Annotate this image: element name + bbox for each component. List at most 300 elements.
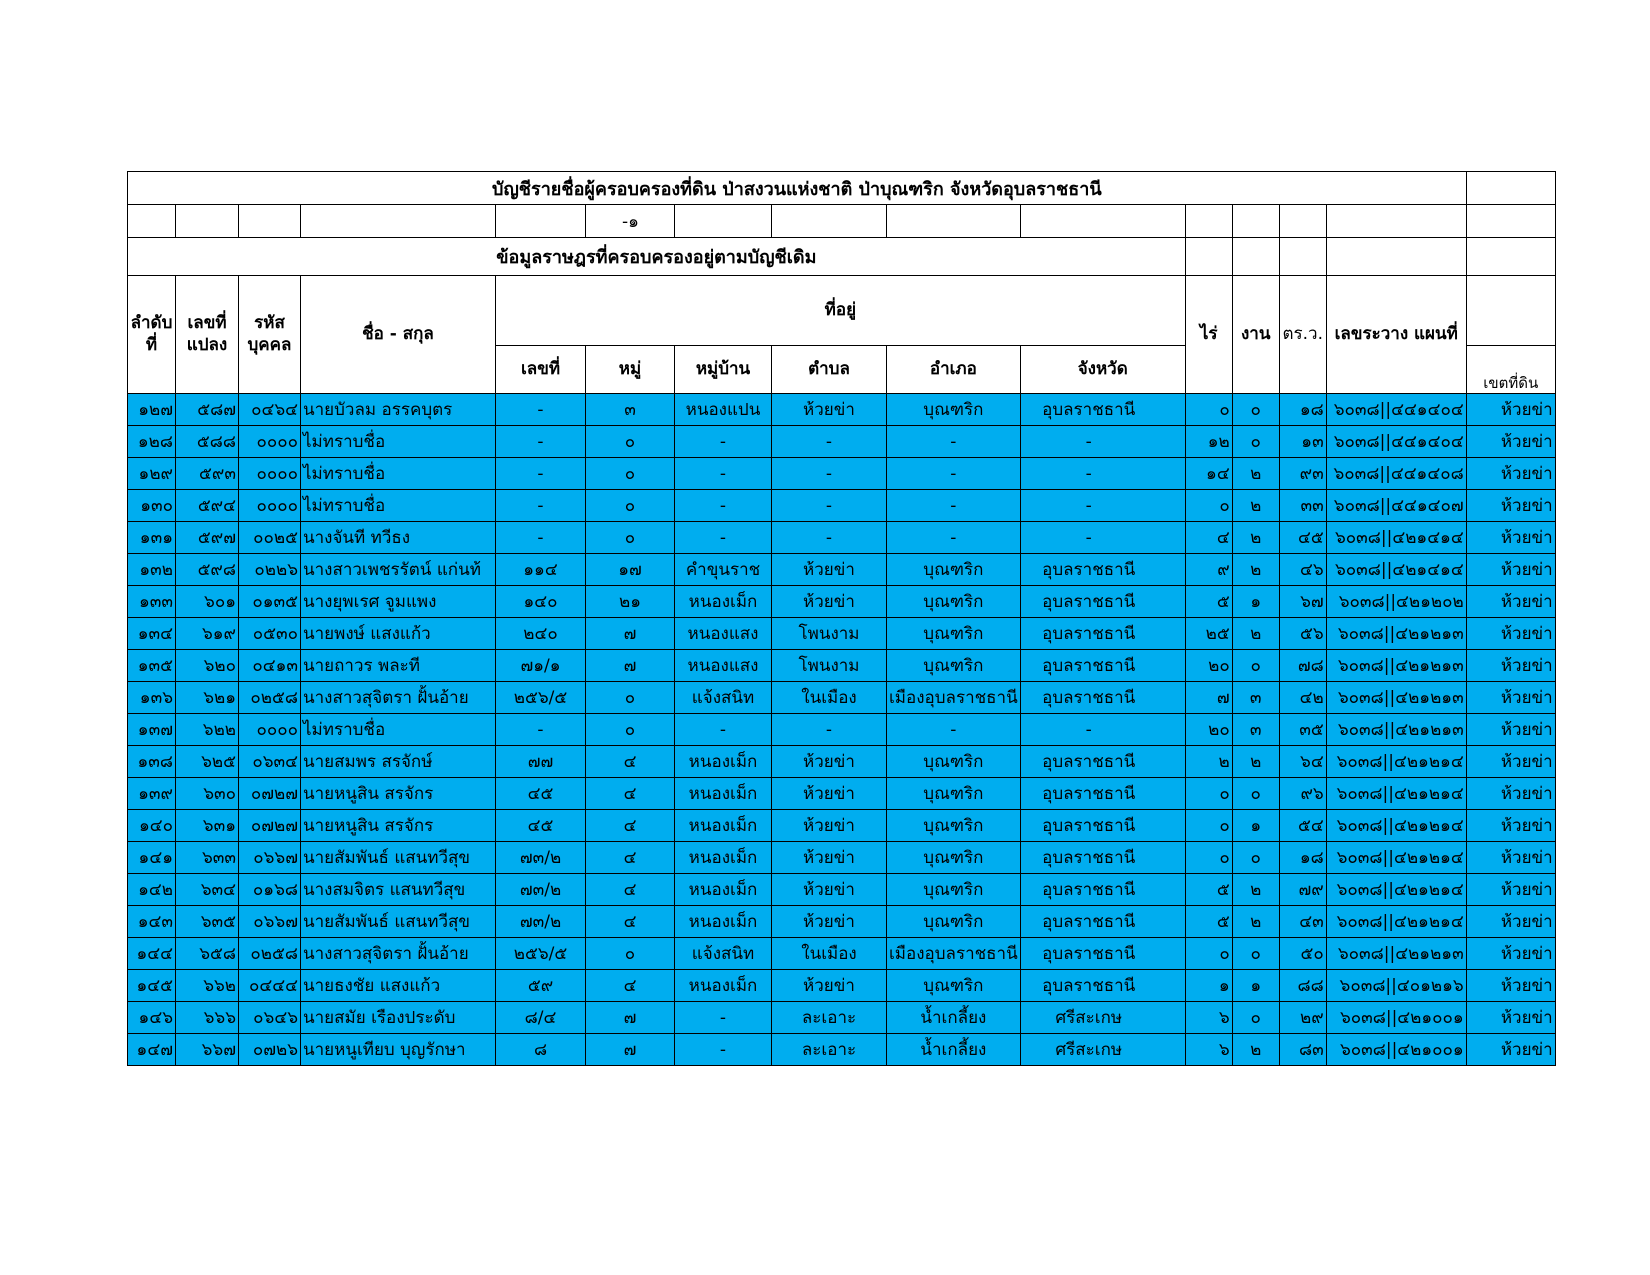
cell-map-sheet: ๖๐๓๘||๔๔๑๔๐๗ — [1326, 490, 1466, 522]
cell-subdistrict: ห้วยข่า — [772, 970, 887, 1002]
cell-house-no: ๗๑/๑ — [496, 650, 586, 682]
page-number: -๑ — [586, 205, 675, 238]
cell-rai: ๐ — [1185, 938, 1232, 970]
cell-plot-no: ๖๓๐ — [176, 778, 239, 810]
cell-rai: ๕ — [1185, 874, 1232, 906]
cell-province: อุบลราชธานี — [1020, 586, 1185, 618]
cell-ngan: ๒ — [1232, 746, 1279, 778]
cell-district: บุณฑริก — [887, 874, 1021, 906]
cell-land-zone: ห้วยข่า — [1466, 778, 1555, 810]
cell-district: บุณฑริก — [887, 746, 1021, 778]
cell-plot-no: ๖๒๒ — [176, 714, 239, 746]
cell-person-code: ๐๔๖๔ — [239, 394, 301, 426]
cell-district: - — [887, 490, 1021, 522]
cell-ngan: ๑ — [1232, 810, 1279, 842]
cell-province: - — [1020, 458, 1185, 490]
cell-village: - — [675, 458, 772, 490]
cell-subdistrict: ในเมือง — [772, 938, 887, 970]
cell-full-name: นางสมจิตร แสนทวีสุข — [301, 874, 496, 906]
cell-land-zone: ห้วยข่า — [1466, 842, 1555, 874]
cell-sq-wa: ๗๙ — [1279, 874, 1326, 906]
cell-map-sheet: ๖๐๓๘||๔๒๑๒๑๔ — [1326, 746, 1466, 778]
cell-plot-no: ๖๓๑ — [176, 810, 239, 842]
cell-person-code: ๐๑๖๘ — [239, 874, 301, 906]
cell-map-sheet: ๖๐๓๘||๔๒๑๒๑๓ — [1326, 938, 1466, 970]
cell-full-name: นางยุพเรศ จูมแพง — [301, 586, 496, 618]
cell-map-sheet: ๖๐๓๘||๔๒๑๒๑๓ — [1326, 714, 1466, 746]
cell-land-zone: ห้วยข่า — [1466, 874, 1555, 906]
cell-house-no: - — [496, 714, 586, 746]
cell-moo: ๐ — [586, 522, 675, 554]
header-subdistrict: ตำบล — [772, 346, 887, 394]
cell-subdistrict: ละเอาะ — [772, 1034, 887, 1066]
cell-sq-wa: ๘๓ — [1279, 1034, 1326, 1066]
cell-district: เมืองอุบลราชธานี — [887, 682, 1021, 714]
cell-ngan: ๒ — [1232, 554, 1279, 586]
cell-map-sheet: ๖๐๓๘||๔๒๑๔๑๔ — [1326, 554, 1466, 586]
cell-rai: ๗ — [1185, 682, 1232, 714]
cell-subdistrict: ละเอาะ — [772, 1002, 887, 1034]
table-row — [128, 778, 1556, 810]
cell-moo: ๓ — [586, 394, 675, 426]
cell-district: บุณฑริก — [887, 810, 1021, 842]
cell-moo: ๔ — [586, 874, 675, 906]
cell-moo: ๐ — [586, 682, 675, 714]
cell-district: - — [887, 522, 1021, 554]
cell-village: หนองเม็ก — [675, 874, 772, 906]
cell-full-name: นางจันที ทวีธง — [301, 522, 496, 554]
cell-seq: ๑๔๕ — [128, 970, 176, 1002]
cell-plot-no: ๖๒๕ — [176, 746, 239, 778]
cell-village: หนองเม็ก — [675, 778, 772, 810]
cell-rai: ๐ — [1185, 842, 1232, 874]
cell-land-zone: ห้วยข่า — [1466, 682, 1555, 714]
cell-village: - — [675, 522, 772, 554]
cell-province: อุบลราชธานี — [1020, 810, 1185, 842]
cell-land-zone: ห้วยข่า — [1466, 938, 1555, 970]
cell-subdistrict: - — [772, 426, 887, 458]
table-row — [128, 618, 1556, 650]
cell-map-sheet: ๖๐๓๘||๔๒๑๒๑๔ — [1326, 906, 1466, 938]
cell-subdistrict: - — [772, 458, 887, 490]
table-row — [128, 1034, 1556, 1066]
cell-province: อุบลราชธานี — [1020, 874, 1185, 906]
cell-rai: ๒๐ — [1185, 714, 1232, 746]
cell-plot-no: ๖๑๙ — [176, 618, 239, 650]
cell-plot-no: ๖๖๖ — [176, 1002, 239, 1034]
cell-district: บุณฑริก — [887, 842, 1021, 874]
cell-sq-wa: ๔๒ — [1279, 682, 1326, 714]
cell-full-name: นายถาวร พละที — [301, 650, 496, 682]
cell-province: อุบลราชธานี — [1020, 906, 1185, 938]
cell-ngan: ๐ — [1232, 778, 1279, 810]
cell-full-name: นายสัมพันธ์ แสนทวีสุข — [301, 906, 496, 938]
cell-full-name: นายสัมพันธ์ แสนทวีสุข — [301, 842, 496, 874]
table-row — [128, 810, 1556, 842]
cell-subdistrict: ห้วยข่า — [772, 746, 887, 778]
table-row — [128, 970, 1556, 1002]
cell-rai: ๑๒ — [1185, 426, 1232, 458]
cell-district: บุณฑริก — [887, 394, 1021, 426]
cell-map-sheet: ๖๐๓๘||๔๒๑๐๐๑ — [1326, 1034, 1466, 1066]
cell-village: หนองแสง — [675, 618, 772, 650]
cell-seq: ๑๔๗ — [128, 1034, 176, 1066]
cell-seq: ๑๔๖ — [128, 1002, 176, 1034]
cell-full-name: นางสาวสุจิตรา ฝั้นอ้าย — [301, 938, 496, 970]
table-row — [128, 522, 1556, 554]
cell-seq: ๑๒๘ — [128, 426, 176, 458]
cell-person-code: ๐๐๐๐ — [239, 490, 301, 522]
cell-province: อุบลราชธานี — [1020, 842, 1185, 874]
cell-land-zone: ห้วยข่า — [1466, 810, 1555, 842]
cell-land-zone: ห้วยข่า — [1466, 650, 1555, 682]
cell-subdistrict: โพนงาม — [772, 618, 887, 650]
cell-person-code: ๐๖๓๔ — [239, 746, 301, 778]
cell-house-no: - — [496, 426, 586, 458]
cell-plot-no: ๖๓๕ — [176, 906, 239, 938]
cell-person-code: ๐๖๖๗ — [239, 906, 301, 938]
cell-province: - — [1020, 426, 1185, 458]
cell-plot-no: ๕๙๘ — [176, 554, 239, 586]
cell-moo: ๔ — [586, 970, 675, 1002]
cell-plot-no: ๕๘๘ — [176, 426, 239, 458]
cell-province: อุบลราชธานี — [1020, 554, 1185, 586]
cell-rai: ๕ — [1185, 586, 1232, 618]
cell-plot-no: ๖๖๒ — [176, 970, 239, 1002]
cell-rai: ๖ — [1185, 1034, 1232, 1066]
cell-person-code: ๐๕๓๐ — [239, 618, 301, 650]
cell-village: หนองแปน — [675, 394, 772, 426]
cell-seq: ๑๔๒ — [128, 874, 176, 906]
cell-province: - — [1020, 490, 1185, 522]
cell-rai: ๖ — [1185, 1002, 1232, 1034]
cell-province: อุบลราชธานี — [1020, 650, 1185, 682]
cell-full-name: นางสาวเพชรรัตน์ แก่นท้ — [301, 554, 496, 586]
cell-sq-wa: ๔๖ — [1279, 554, 1326, 586]
cell-district: บุณฑริก — [887, 778, 1021, 810]
cell-province: อุบลราชธานี — [1020, 394, 1185, 426]
cell-full-name: นายบัวลม อรรคบุตร — [301, 394, 496, 426]
cell-moo: ๔ — [586, 746, 675, 778]
cell-map-sheet: ๖๐๓๘||๔๔๑๔๐๔ — [1326, 394, 1466, 426]
cell-province: อุบลราชธานี — [1020, 682, 1185, 714]
cell-ngan: ๓ — [1232, 682, 1279, 714]
cell-plot-no: ๖๖๗ — [176, 1034, 239, 1066]
cell-land-zone: ห้วยข่า — [1466, 394, 1555, 426]
cell-house-no: ๔๕ — [496, 810, 586, 842]
cell-plot-no: ๖๒๐ — [176, 650, 239, 682]
cell-ngan: ๐ — [1232, 1002, 1279, 1034]
document-subtitle: ข้อมูลราษฎรที่ครอบครองอยู่ตามบัญชีเดิม — [128, 238, 1186, 276]
cell-district: บุณฑริก — [887, 650, 1021, 682]
cell-sq-wa: ๕๐ — [1279, 938, 1326, 970]
cell-full-name: นางสาวสุจิตรา ฝั้นอ้าย — [301, 682, 496, 714]
table-row — [128, 458, 1556, 490]
cell-seq: ๑๓๑ — [128, 522, 176, 554]
cell-seq: ๑๔๔ — [128, 938, 176, 970]
cell-district: บุณฑริก — [887, 586, 1021, 618]
cell-village: - — [675, 1002, 772, 1034]
cell-moo: ๗ — [586, 618, 675, 650]
cell-seq: ๑๒๗ — [128, 394, 176, 426]
cell-sq-wa: ๓๓ — [1279, 490, 1326, 522]
cell-subdistrict: - — [772, 714, 887, 746]
cell-village: หนองแสง — [675, 650, 772, 682]
header-rai: ไร่ — [1185, 276, 1232, 394]
cell-moo: ๑๗ — [586, 554, 675, 586]
cell-land-zone: ห้วยข่า — [1466, 970, 1555, 1002]
cell-ngan: ๐ — [1232, 394, 1279, 426]
cell-village: หนองเม็ก — [675, 906, 772, 938]
cell-subdistrict: ห้วยข่า — [772, 906, 887, 938]
cell-land-zone: ห้วยข่า — [1466, 714, 1555, 746]
cell-rai: ๑ — [1185, 970, 1232, 1002]
cell-rai: ๙ — [1185, 554, 1232, 586]
cell-province: อุบลราชธานี — [1020, 618, 1185, 650]
cell-ngan: ๒ — [1232, 458, 1279, 490]
cell-village: หนองเม็ก — [675, 810, 772, 842]
cell-ngan: ๑ — [1232, 586, 1279, 618]
cell-rai: ๕ — [1185, 906, 1232, 938]
cell-ngan: ๐ — [1232, 650, 1279, 682]
cell-house-no: ๑๑๔ — [496, 554, 586, 586]
table-row — [128, 746, 1556, 778]
cell-person-code: ๐๔๔๔ — [239, 970, 301, 1002]
cell-house-no: ๒๕๖/๕ — [496, 682, 586, 714]
cell-district: บุณฑริก — [887, 970, 1021, 1002]
header-seq: ลำดับที่ — [128, 276, 176, 394]
cell-plot-no: ๖๓๓ — [176, 842, 239, 874]
cell-moo: ๐ — [586, 490, 675, 522]
cell-person-code: ๐๐๒๕ — [239, 522, 301, 554]
header-ngan: งาน — [1232, 276, 1279, 394]
cell-map-sheet: ๖๐๓๘||๔๒๑๐๐๑ — [1326, 1002, 1466, 1034]
cell-map-sheet: ๖๐๓๘||๔๒๑๒๐๒ — [1326, 586, 1466, 618]
cell-house-no: ๗๗ — [496, 746, 586, 778]
cell-province: - — [1020, 522, 1185, 554]
cell-district: บุณฑริก — [887, 618, 1021, 650]
table-row — [128, 906, 1556, 938]
cell-person-code: ๐๔๑๓ — [239, 650, 301, 682]
cell-full-name: นายสมัย เรืองประดับ — [301, 1002, 496, 1034]
cell-province: อุบลราชธานี — [1020, 746, 1185, 778]
cell-person-code: ๐๑๓๕ — [239, 586, 301, 618]
cell-map-sheet: ๖๐๓๘||๔๐๑๒๑๖ — [1326, 970, 1466, 1002]
header-name: ชื่อ - สกุล — [301, 276, 496, 394]
cell-seq: ๑๒๙ — [128, 458, 176, 490]
cell-person-code: ๐๒๒๖ — [239, 554, 301, 586]
table-row — [128, 586, 1556, 618]
cell-sq-wa: ๙๓ — [1279, 458, 1326, 490]
table-row — [128, 842, 1556, 874]
cell-province: - — [1020, 714, 1185, 746]
cell-village: หนองเม็ก — [675, 746, 772, 778]
cell-plot-no: ๕๙๓ — [176, 458, 239, 490]
header-address: ที่อยู่ — [496, 276, 1186, 346]
cell-land-zone: ห้วยข่า — [1466, 522, 1555, 554]
cell-land-zone: ห้วยข่า — [1466, 618, 1555, 650]
cell-rai: ๐ — [1185, 810, 1232, 842]
cell-person-code: ๐๗๒๖ — [239, 1034, 301, 1066]
cell-subdistrict: ห้วยข่า — [772, 874, 887, 906]
cell-full-name: นายหนูสิน สรจักร — [301, 810, 496, 842]
cell-district: - — [887, 426, 1021, 458]
header-map-sheet: เลขระวาง แผนที่ — [1326, 276, 1466, 394]
header-person-code: รหัสบุคคล — [239, 276, 301, 394]
cell-sq-wa: ๑๓ — [1279, 426, 1326, 458]
cell-seq: ๑๓๕ — [128, 650, 176, 682]
cell-person-code: ๐๒๕๘ — [239, 682, 301, 714]
cell-rai: ๐ — [1185, 778, 1232, 810]
cell-person-code: ๐๐๐๐ — [239, 426, 301, 458]
cell-map-sheet: ๖๐๓๘||๔๔๑๔๐๔ — [1326, 426, 1466, 458]
cell-plot-no: ๕๙๔ — [176, 490, 239, 522]
cell-ngan: ๐ — [1232, 426, 1279, 458]
cell-plot-no: ๕๘๗ — [176, 394, 239, 426]
cell-land-zone: ห้วยข่า — [1466, 1034, 1555, 1066]
table-row — [128, 490, 1556, 522]
cell-house-no: ๗๓/๒ — [496, 906, 586, 938]
cell-plot-no: ๖๓๔ — [176, 874, 239, 906]
cell-sq-wa: ๖๔ — [1279, 746, 1326, 778]
cell-subdistrict: ห้วยข่า — [772, 810, 887, 842]
cell-ngan: ๒ — [1232, 906, 1279, 938]
cell-seq: ๑๓๖ — [128, 682, 176, 714]
cell-sq-wa: ๑๘ — [1279, 842, 1326, 874]
cell-moo: ๐ — [586, 458, 675, 490]
cell-rai: ๔ — [1185, 522, 1232, 554]
cell-person-code: ๐๐๐๐ — [239, 458, 301, 490]
cell-moo: ๔ — [586, 842, 675, 874]
cell-rai: ๒๕ — [1185, 618, 1232, 650]
cell-plot-no: ๖๕๘ — [176, 938, 239, 970]
cell-land-zone: ห้วยข่า — [1466, 586, 1555, 618]
cell-land-zone: ห้วยข่า — [1466, 746, 1555, 778]
cell-sq-wa: ๔๕ — [1279, 522, 1326, 554]
header-district: อำเภอ — [887, 346, 1021, 394]
header-moo: หมู่ — [586, 346, 675, 394]
cell-subdistrict: - — [772, 522, 887, 554]
cell-village: หนองเม็ก — [675, 970, 772, 1002]
cell-subdistrict: ในเมือง — [772, 682, 887, 714]
cell-village: - — [675, 714, 772, 746]
cell-land-zone: ห้วยข่า — [1466, 906, 1555, 938]
cell-ngan: ๒ — [1232, 490, 1279, 522]
cell-village: แจ้งสนิท — [675, 682, 772, 714]
cell-full-name: นายธงชัย แสงแก้ว — [301, 970, 496, 1002]
cell-full-name: นายสมพร สรจักษ์ — [301, 746, 496, 778]
cell-sq-wa: ๕๔ — [1279, 810, 1326, 842]
cell-district: - — [887, 714, 1021, 746]
document-title: บัญชีรายชื่อผู้ครอบครองที่ดิน ป่าสงวนแห่งชาติ ป่าบุณฑริก จังหวัดอุบลราชธานี — [128, 172, 1467, 205]
cell-province: ศรีสะเกษ — [1020, 1034, 1185, 1066]
cell-map-sheet: ๖๐๓๘||๔๒๑๒๑๔ — [1326, 778, 1466, 810]
cell-district: - — [887, 458, 1021, 490]
cell-map-sheet: ๖๐๓๘||๔๒๑๒๑๓ — [1326, 618, 1466, 650]
cell-ngan: ๒ — [1232, 1034, 1279, 1066]
cell-seq: ๑๓๐ — [128, 490, 176, 522]
cell-moo: ๔ — [586, 778, 675, 810]
cell-sq-wa: ๓๕ — [1279, 714, 1326, 746]
table-row — [128, 874, 1556, 906]
header-house-no: เลขที่ — [496, 346, 586, 394]
table-row — [128, 554, 1556, 586]
cell-subdistrict: ห้วยข่า — [772, 842, 887, 874]
cell-subdistrict: ห้วยข่า — [772, 554, 887, 586]
cell-moo: ๔ — [586, 906, 675, 938]
cell-seq: ๑๔๐ — [128, 810, 176, 842]
cell-map-sheet: ๖๐๓๘||๔๔๑๔๐๘ — [1326, 458, 1466, 490]
cell-seq: ๑๔๓ — [128, 906, 176, 938]
cell-seq: ๑๓๔ — [128, 618, 176, 650]
cell-rai: ๑๔ — [1185, 458, 1232, 490]
cell-person-code: ๐๐๐๐ — [239, 714, 301, 746]
cell-plot-no: ๖๒๑ — [176, 682, 239, 714]
cell-plot-no: ๖๐๑ — [176, 586, 239, 618]
cell-person-code: ๐๗๒๗ — [239, 778, 301, 810]
cell-sq-wa: ๗๘ — [1279, 650, 1326, 682]
cell-ngan: ๑ — [1232, 970, 1279, 1002]
cell-subdistrict: โพนงาม — [772, 650, 887, 682]
header-plot: เลขที่แปลง — [176, 276, 239, 394]
cell-village: - — [675, 1034, 772, 1066]
cell-house-no: ๘ — [496, 1034, 586, 1066]
cell-full-name: ไม่ทราบชื่อ — [301, 458, 496, 490]
cell-district: เมืองอุบลราชธานี — [887, 938, 1021, 970]
cell-ngan: ๓ — [1232, 714, 1279, 746]
cell-sq-wa: ๒๙ — [1279, 1002, 1326, 1034]
cell-person-code: ๐๖๔๖ — [239, 1002, 301, 1034]
table-row — [128, 650, 1556, 682]
cell-land-zone: ห้วยข่า — [1466, 1002, 1555, 1034]
cell-house-no: ๗๓/๒ — [496, 874, 586, 906]
cell-village: - — [675, 426, 772, 458]
cell-plot-no: ๕๙๗ — [176, 522, 239, 554]
cell-map-sheet: ๖๐๓๘||๔๒๑๒๑๓ — [1326, 650, 1466, 682]
cell-district: น้ำเกลี้ยง — [887, 1002, 1021, 1034]
cell-house-no: ๒๔๐ — [496, 618, 586, 650]
cell-house-no: ๑๔๐ — [496, 586, 586, 618]
cell-map-sheet: ๖๐๓๘||๔๒๑๒๑๔ — [1326, 842, 1466, 874]
cell-house-no: - — [496, 458, 586, 490]
cell-house-no: ๔๕ — [496, 778, 586, 810]
cell-full-name: นายหนูสิน สรจักร — [301, 778, 496, 810]
cell-village: คำขุนราช — [675, 554, 772, 586]
cell-ngan: ๒ — [1232, 618, 1279, 650]
cell-house-no: ๗๓/๒ — [496, 842, 586, 874]
cell-province: อุบลราชธานี — [1020, 778, 1185, 810]
cell-district: บุณฑริก — [887, 554, 1021, 586]
cell-seq: ๑๓๒ — [128, 554, 176, 586]
cell-house-no: ๒๕๖/๕ — [496, 938, 586, 970]
cell-full-name: นายพงษ์ แสงแก้ว — [301, 618, 496, 650]
cell-sq-wa: ๙๖ — [1279, 778, 1326, 810]
cell-person-code: ๐๖๖๗ — [239, 842, 301, 874]
cell-ngan: ๒ — [1232, 874, 1279, 906]
cell-subdistrict: ห้วยข่า — [772, 394, 887, 426]
cell-full-name: ไม่ทราบชื่อ — [301, 490, 496, 522]
cell-house-no: ๕๙ — [496, 970, 586, 1002]
cell-district: บุณฑริก — [887, 906, 1021, 938]
cell-rai: ๐ — [1185, 490, 1232, 522]
cell-moo: ๗ — [586, 1002, 675, 1034]
cell-ngan: ๐ — [1232, 842, 1279, 874]
cell-district: น้ำเกลี้ยง — [887, 1034, 1021, 1066]
cell-house-no: ๘/๔ — [496, 1002, 586, 1034]
table-row — [128, 394, 1556, 426]
cell-village: แจ้งสนิท — [675, 938, 772, 970]
cell-person-code: ๐๒๕๘ — [239, 938, 301, 970]
